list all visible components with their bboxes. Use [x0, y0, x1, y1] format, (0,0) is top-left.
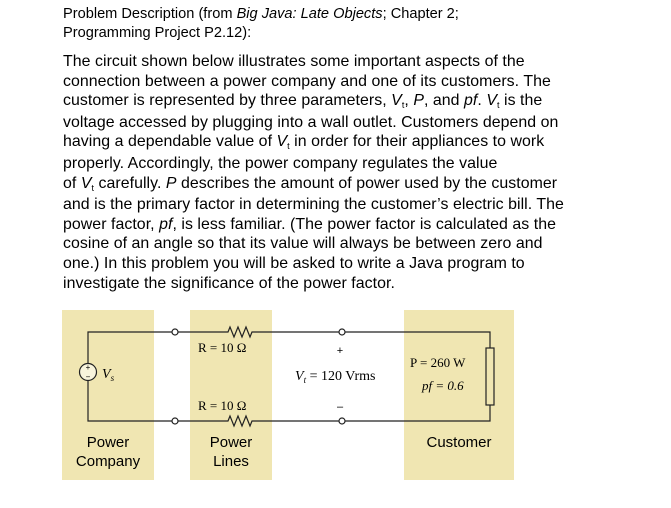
customer-panel: [404, 310, 514, 480]
paragraph-line: [63, 113, 667, 133]
subscript-text: t: [496, 100, 500, 111]
label-customer: Customer: [426, 434, 492, 451]
text-run: voltage accessed by plugging into a wall outlet. Customers depend on: [63, 113, 559, 131]
italic-text: V: [391, 92, 402, 110]
terminal-top-right: [339, 329, 345, 335]
source-label: $V_s$: [102, 367, 115, 383]
text-run: , and: [423, 92, 465, 110]
heading-line-1: [63, 5, 663, 24]
terminal-minus: –: [336, 401, 344, 413]
subscript-text: t: [91, 182, 95, 193]
text-run: , is less familiar. (The power factor is calculated as the: [172, 215, 556, 233]
text-run: properly. Accordingly, the power company regulates the value: [63, 154, 498, 172]
label-power-company-1: Power: [86, 434, 130, 451]
source-plus: +: [85, 363, 91, 372]
italic-text: pf: [159, 215, 173, 233]
problem-paragraph: [63, 52, 667, 293]
subscript-text: t: [401, 100, 405, 111]
text-run: is the: [499, 92, 543, 110]
text-run: of: [63, 174, 81, 192]
paragraph-line: [63, 91, 667, 113]
top-line-resistance: R = 10 Ω: [198, 340, 247, 355]
heading-prefix: Problem Description (from: [63, 6, 237, 22]
text-run: describes the amount of power used by the customer: [176, 174, 558, 192]
label-power-lines-2: Lines: [213, 453, 249, 470]
text-run: connection between a power company and one of its customers. The: [63, 72, 551, 90]
italic-text: V: [486, 92, 497, 110]
text-run: .: [477, 92, 487, 110]
bottom-line-resistance: R = 10 Ω: [198, 398, 247, 413]
text-run: one.) In this problem you will be asked to write a Java program to: [63, 254, 525, 272]
terminal-bottom-right: [339, 418, 345, 424]
italic-text: V: [80, 174, 92, 192]
text-run: and is the primary factor in determining the customer’s electric bill. The: [63, 196, 564, 214]
italic-text: P: [413, 92, 424, 110]
heading-suffix: ; Chapter 2;: [382, 6, 459, 22]
circuit-diagram: [0, 300, 671, 508]
heading-line-2: Programming Project P2.12):: [63, 25, 252, 41]
paragraph-line: [63, 174, 667, 196]
text-run: investigate the significance of the power factor.: [63, 274, 395, 292]
customer-power-factor: pf = 0.6: [422, 378, 464, 393]
book-title: Big Java: Late Objects: [236, 6, 383, 22]
terminal-plus: +: [336, 345, 344, 357]
paragraph-line: [63, 274, 667, 294]
paragraph-line: [63, 195, 667, 215]
text-run: in order for their appliances to work: [289, 133, 545, 151]
problem-heading: [63, 5, 663, 43]
text-run: ,: [404, 92, 414, 110]
italic-text: pf: [464, 92, 478, 110]
paragraph-line: [63, 234, 667, 254]
vt-label: $V_t = 120$ Vrms: [295, 369, 376, 385]
text-run: carefully.: [94, 174, 166, 192]
paragraph-line: [63, 154, 667, 174]
paragraph-line: [63, 215, 667, 235]
italic-text: P: [165, 174, 177, 192]
subscript-text: t: [287, 141, 290, 152]
label-power-lines-1: Power: [209, 434, 253, 451]
text-run: power factor,: [63, 215, 160, 233]
source-minus: −: [85, 372, 91, 382]
text-run: The circuit shown below illustrates some important aspects of the: [63, 53, 525, 70]
paragraph-line: [63, 72, 667, 92]
terminal-top-left: [172, 329, 178, 335]
paragraph-line: [63, 254, 667, 274]
text-run: having a dependable value of: [63, 133, 277, 151]
customer-power: P = 260 W: [410, 355, 466, 370]
paragraph-line: [63, 132, 667, 154]
terminal-bottom-left: [172, 418, 178, 424]
label-power-company-2: Company: [75, 453, 141, 470]
text-run: customer is represented by three parameters,: [63, 92, 392, 110]
text-run: cosine of an angle so that its value will always be between zero and: [63, 235, 543, 253]
paragraph-line: [63, 52, 667, 72]
italic-text: V: [276, 133, 288, 151]
